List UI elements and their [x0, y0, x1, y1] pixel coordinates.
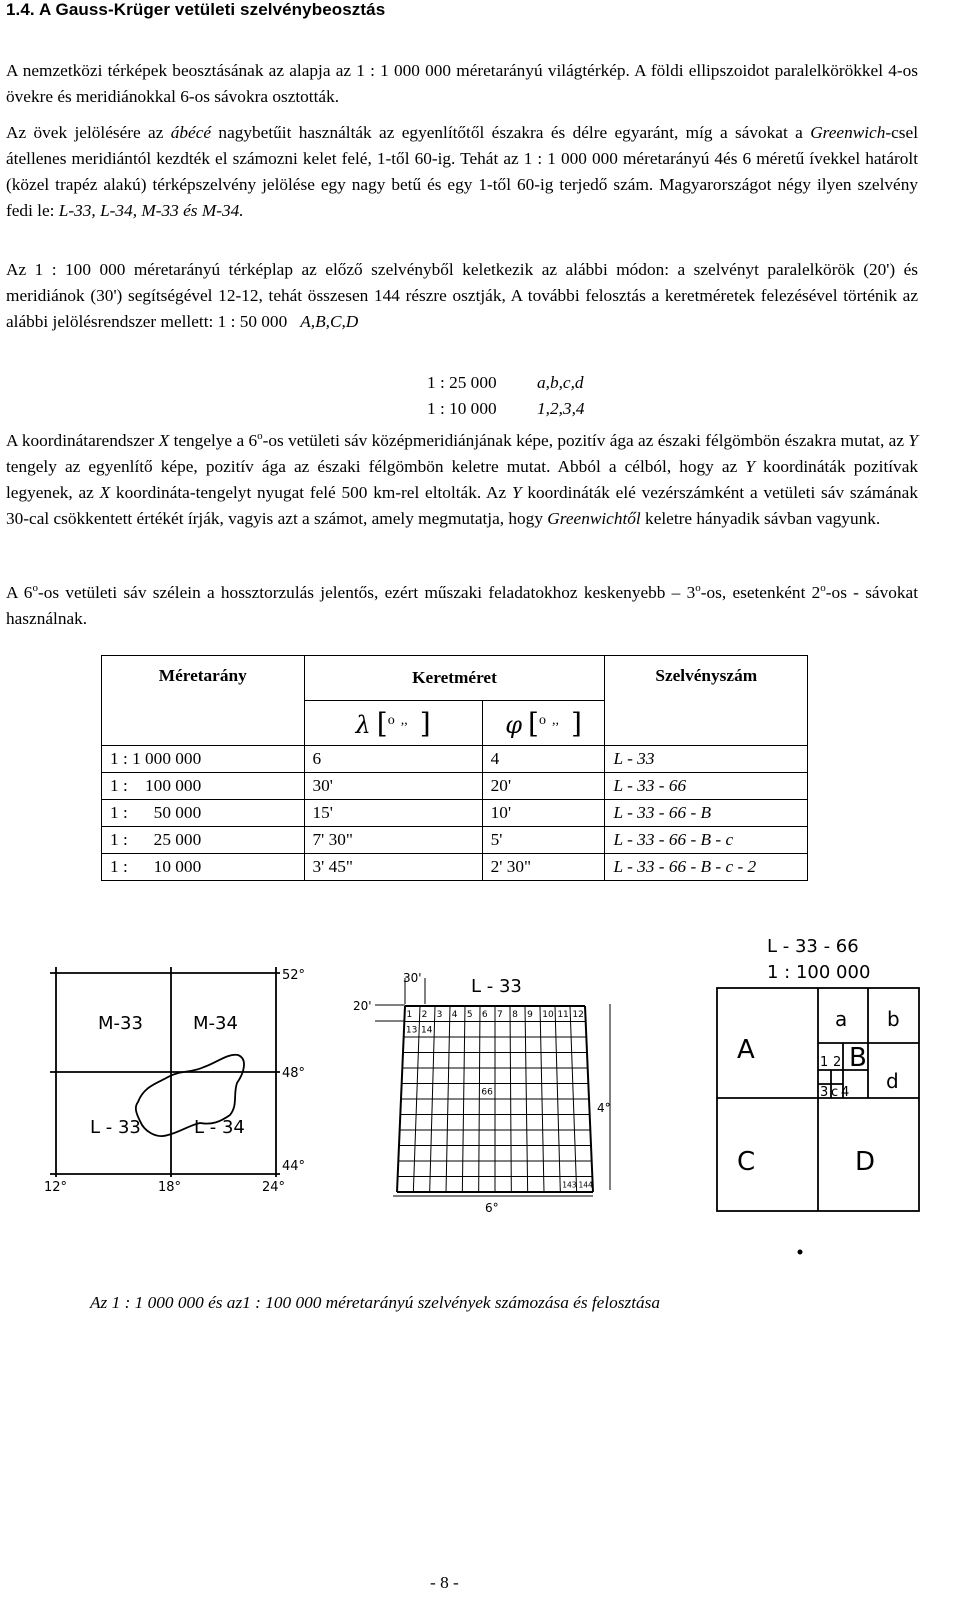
dim-lon-30: 30'	[403, 971, 422, 985]
cell-phi: 20'	[482, 773, 605, 800]
figure-million-sheets	[40, 955, 330, 1195]
p4-text-4: tengely az egyenlítő képe, pozitív ága az északi félgömbön keletre mutat. Abból a célból, hogy az	[6, 457, 746, 476]
unit-degree: o	[387, 712, 395, 728]
ratio-line-10000	[427, 396, 585, 422]
lat-48: 48°	[282, 1066, 306, 1081]
p4-text-5: koordináták pozitívak legyenek, az	[6, 457, 918, 502]
cell-lambda: 6	[304, 746, 482, 773]
cell-label-144: 144	[578, 1180, 593, 1190]
lon-18: 18°	[158, 1180, 182, 1195]
table-row	[102, 746, 808, 773]
cell-label: 6	[481, 1010, 488, 1020]
paragraph-intro-text: A nemzetközi térképek beosztásának az alapja az 1 : 1 000 000 méretarányú világtérkép. A földi ellipszoidot paralelkörökkel 4-os övekre és meridiánokkal 6-os sávokra osztották.	[6, 61, 918, 106]
sheet-l33: L - 33	[90, 1117, 141, 1138]
figure-caption: Az 1 : 1 000 000 és az1 : 100 000 méretarányú szelvények számozása és felosztása	[90, 1293, 661, 1312]
p4-x: X	[158, 431, 170, 450]
cell-label-66: 66	[481, 1087, 493, 1098]
p4-y: Y	[745, 457, 755, 476]
cell-phi: 2' 30"	[482, 854, 605, 881]
p5-text-1: A 6	[6, 583, 33, 602]
cell-label: 7	[497, 1010, 503, 1020]
cell-label: 5	[466, 1010, 473, 1020]
paragraph-coordinates	[6, 428, 918, 532]
quad-C: C	[737, 1147, 756, 1177]
cell-lambda: 7' 30"	[304, 827, 482, 854]
figure-l33-grid	[345, 960, 630, 1215]
subheader-phi: φ [$^o$ ,, ]	[482, 701, 605, 746]
p2-text-2: nagybetűit használták az egyenlítőtől északra és délre egyaránt, míg a sávokat a	[211, 123, 811, 142]
sub-c: c	[831, 1085, 839, 1100]
num-4: 4	[841, 1085, 850, 1100]
cell-scale: 1 : 50 000	[102, 800, 305, 827]
degree-sup: o	[32, 582, 38, 594]
table-row	[102, 827, 808, 854]
cell-label: 3	[436, 1010, 443, 1020]
table-row	[102, 800, 808, 827]
degree-sup: o	[257, 430, 263, 442]
scale-table	[101, 655, 808, 881]
sheet-m34: M-34	[193, 1013, 238, 1034]
quad-D: D	[855, 1147, 876, 1177]
cell-scale: 1 : 10 000	[102, 854, 305, 881]
cell-label: 2	[421, 1010, 428, 1020]
page-number: - 8 -	[430, 1573, 459, 1592]
cell-phi: 10'	[482, 800, 605, 827]
lon-12: 12°	[44, 1180, 68, 1195]
table-row	[102, 854, 808, 881]
degree-sup: o	[820, 582, 826, 594]
p4-text-2: tengelye a 6	[169, 431, 258, 450]
header-sheet: Szelvényszám	[605, 656, 808, 746]
cell-label: 12	[572, 1010, 584, 1020]
header-frame: Keretméret	[304, 656, 605, 701]
cell-label: 8	[512, 1010, 518, 1020]
sheet-l34: L - 34	[194, 1117, 245, 1138]
paragraph-intro	[6, 58, 918, 110]
cell-phi: 4	[482, 746, 605, 773]
lat-52: 52°	[282, 968, 306, 983]
cell-lambda: 3' 45"	[304, 854, 482, 881]
num-1: 1	[820, 1055, 829, 1070]
p4-text-1: A koordinátarendszer	[6, 431, 159, 450]
cell-lambda: 30'	[304, 773, 482, 800]
cell-label: 9	[527, 1010, 533, 1020]
p2-text-1: Az övek jelölésére az	[6, 123, 171, 142]
cell-label: 10	[542, 1010, 554, 1020]
num-2: 2	[833, 1055, 842, 1070]
p3-text: Az 1 : 100 000 méretarányú térképlap az előző szelvényből keletkezik az alábbi módon: a szelvényt paralelkörök (20') és meridiánok (30') segítségével 12-12, tehát összesen 144 részre osztják, A további felosztás a keretméretek felezésével történik az alábbi jelölésrendszer mellett: 1 : 50 000	[6, 260, 918, 331]
phi-symbol: φ	[505, 710, 523, 739]
p4-x: X	[99, 483, 111, 502]
ratio-scale: 1 : 25 000	[427, 373, 497, 392]
num-3: 3	[820, 1085, 829, 1100]
lat-44: 44°	[282, 1159, 306, 1174]
cell-sheet: L - 33 - 66 - B - c	[605, 827, 808, 854]
cell-sheet: L - 33 - 66 - B - c - 2	[605, 854, 808, 881]
cell-label-143: 143	[562, 1180, 577, 1190]
degree-sup: o	[695, 582, 701, 594]
fig3-scale: 1 : 100 000	[767, 962, 871, 983]
cell-phi: 5'	[482, 827, 605, 854]
paragraph-zones	[6, 120, 918, 224]
dim-width-6: 6°	[485, 1201, 499, 1215]
p5-text-4: -os - sávokat használnak.	[6, 583, 918, 628]
p4-text-6: koordináta-tengelyt nyugat felé 500 km-rel eltolták. Az	[110, 483, 512, 502]
unit-degree: o	[538, 712, 546, 728]
ratio-code: 1,2,3,4	[537, 399, 585, 418]
ratio-line-25000	[427, 370, 584, 396]
p4-text-7: koordináták elé vezérszámként a vetületi sáv számának 30-cal csökkentett értékét írják, vagyis azt a számot, amely megmutatja, hogy	[6, 483, 918, 528]
p2-abece: ábécé	[170, 123, 212, 142]
figure-l33-66-division	[715, 930, 925, 1255]
p4-greenwich: Greenwichtől	[547, 509, 641, 528]
sub-d: d	[886, 1069, 899, 1093]
p4-text-3: -os vetületi sáv középmeridiánjának képe, pozitív ága az északi félgömbön északra mutat, az	[262, 431, 909, 450]
quad-B: B	[849, 1043, 867, 1073]
dim-height-4: 4°	[597, 1101, 611, 1115]
p2-text-3: -csel átellenes meridiántól kezdték el számozni kelet felé, 1-től 60-ig. Tehát az 1 : 1 000 000 méretarányú 4és 6 méretű ívekkel határolt (közel trapéz alakú) térképszelvény jelölése egy nagy betű és egy 1-től 60-ig terjedő szám. Magyarországot négy ilyen szelvény fedi le:	[6, 123, 918, 220]
ratio-code: a,b,c,d	[537, 373, 584, 392]
sheet-m33: M-33	[98, 1013, 143, 1034]
cell-scale: 1 : 100 000	[102, 773, 305, 800]
quad-A: A	[737, 1035, 755, 1065]
subheader-lambda: λ [$^o$ ,, ]	[304, 701, 482, 746]
unit-minute: ,,	[400, 712, 408, 728]
fig3-title: L - 33 - 66	[767, 936, 859, 957]
lambda-symbol: λ	[355, 710, 371, 739]
cell-label-13: 13	[405, 1025, 418, 1036]
section-heading: 1.4. A Gauss-Krüger vetületi szelvénybeosztás	[6, 0, 386, 19]
cell-label: 11	[557, 1010, 569, 1020]
sub-a: a	[835, 1007, 848, 1031]
header-scale: Méretarány	[102, 656, 305, 746]
ratio-scale: 1 : 10 000	[427, 399, 497, 418]
p5-text-2: -os vetületi sáv szélein a hossztorzulás jelentős, ezért műszaki feladatokhoz keskenyebb – 3	[37, 583, 696, 602]
cell-label-14: 14	[421, 1025, 433, 1036]
table-row	[102, 773, 808, 800]
table-header-row	[102, 656, 808, 701]
cell-label: 4	[451, 1010, 458, 1020]
unit-minute: ,,	[551, 712, 559, 728]
cell-sheet: L - 33	[605, 746, 808, 773]
lon-24: 24°	[262, 1180, 286, 1195]
cell-sheet: L - 33 - 66 - B	[605, 800, 808, 827]
paragraph-narrow-zones	[6, 580, 918, 632]
paragraph-division	[6, 257, 918, 335]
p4-text-8: keletre hányadik sávban vagyunk.	[640, 509, 881, 528]
cell-label: 1	[406, 1010, 413, 1020]
p4-y: Y	[908, 431, 918, 450]
sub-b: b	[887, 1007, 900, 1031]
cell-sheet: L - 33 - 66	[605, 773, 808, 800]
p2-sheets: L-33, L-34, M-33 és M-34.	[58, 201, 244, 220]
p5-text-3: -os, esetenként 2	[700, 583, 821, 602]
p4-y: Y	[511, 483, 522, 502]
dim-lat-20: 20'	[353, 999, 372, 1013]
cell-scale: 1 : 1 000 000	[102, 746, 305, 773]
fig2-title: L - 33	[471, 976, 522, 997]
cell-lambda: 15'	[304, 800, 482, 827]
cell-scale: 1 : 25 000	[102, 827, 305, 854]
p2-greenwich: Greenwich	[810, 123, 886, 142]
p3-letters: A,B,C,D	[300, 312, 359, 331]
